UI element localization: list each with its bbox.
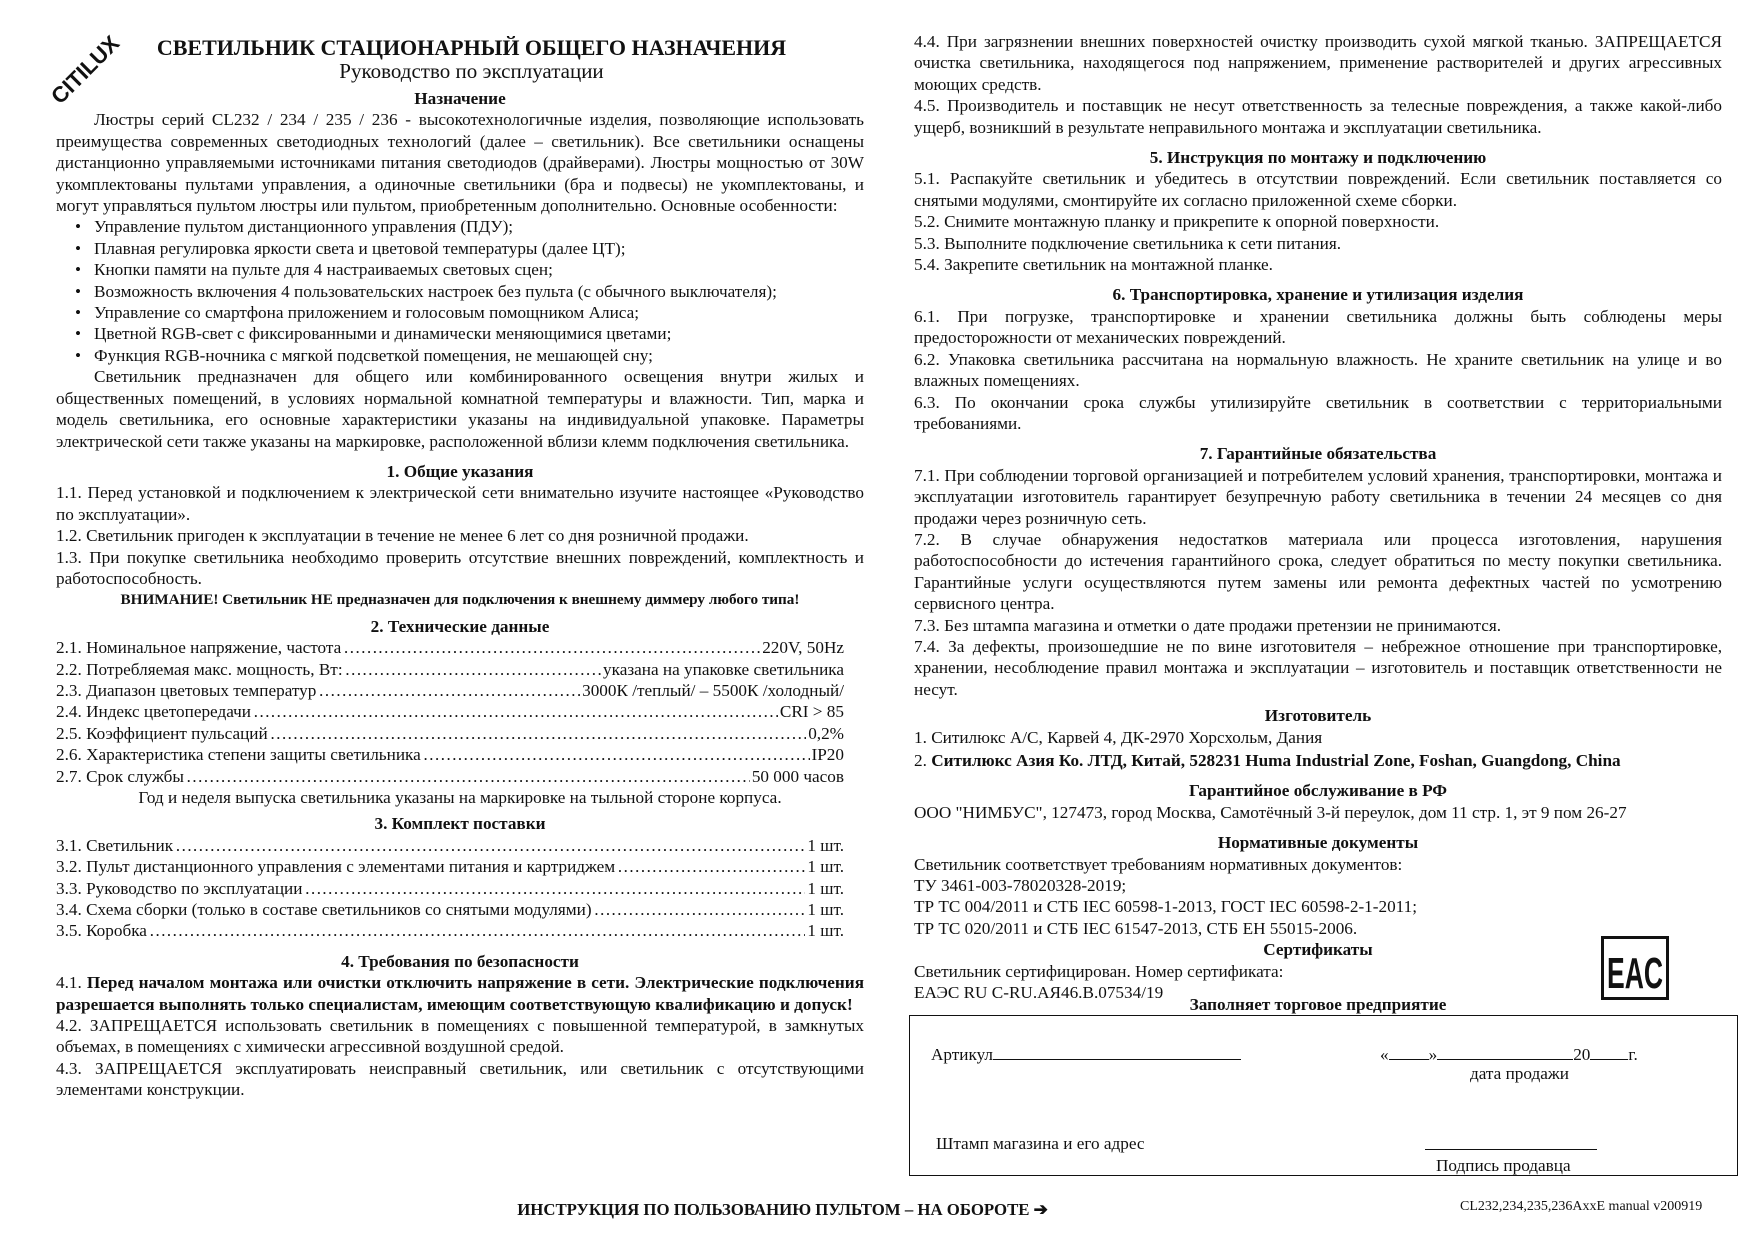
tech-value: 0,2% xyxy=(808,723,844,743)
signature-input-line[interactable] xyxy=(1425,1149,1597,1150)
safety-warning-text: Перед началом монтажа или очистки отключить напряжение в сети. Электрические подключения разрешается выполнять только специалистам, имеющим соответствующую квалификацию и допуск! xyxy=(56,973,864,1014)
feature-item: • Плавная регулировка яркости света и цветовой температуры (далее ЦТ); xyxy=(94,238,864,259)
document-subtitle: Руководство по эксплуатации xyxy=(339,59,604,83)
article-input-line[interactable] xyxy=(993,1043,1241,1060)
year-prefix: 20 xyxy=(1573,1045,1591,1064)
manufacturer-line-2 xyxy=(914,750,1722,771)
kit-value: 1 шт. xyxy=(807,835,844,855)
install-item: 5.3. Выполните подключение светильника к сети питания. xyxy=(914,233,1342,253)
certs-heading: Сертификаты xyxy=(1263,940,1373,960)
tech-heading: 2. Технические данные xyxy=(370,616,550,636)
feature-item: • Кнопки памяти на пульте для 4 настраиваемых световых сцен; xyxy=(94,259,864,280)
kit-label: 3.3. Руководство по эксплуатации xyxy=(56,878,303,898)
purpose-intro: Люстры серий CL232 / 234 / 235 / 236 - высокотехнологичные изделия, позволяющие использовать преимущества современных светодиодных технологий (далее – светильник). Все светильники оснащены дистанционно управляемыми источниками питания светодиодов (драйверами). Люстры мощностью от 30W укомплектованы пультами управления, а одиночные светильники (бра и подвесы) не укомплектованы, и могут управляться пультом люстры или пультом, приобретенным дополнительно. Основные особенности: xyxy=(56,110,864,216)
transport-item: 6.3. По окончании срока службы утилизируйте светильник в соответствии с территориальными требованиями. xyxy=(914,392,1722,433)
norms-heading: Нормативные документы xyxy=(1217,833,1419,853)
kit-value: 1 шт. xyxy=(807,921,844,941)
install-item: 5.4. Закрепите светильник на монтажной планке. xyxy=(914,255,1273,275)
leader-dots xyxy=(345,659,601,680)
stamp-label: Штамп магазина и его адрес xyxy=(936,1134,1145,1153)
title-block xyxy=(56,36,864,86)
tech-value: 3000К /теплый/ – 5500К /холодный/ xyxy=(582,680,844,700)
tech-label: 2.2. Потребляемая макс. мощность, Вт: xyxy=(56,659,343,679)
certificate-number: ЕАЭС RU C-RU.АЯ46.В.07534/19 xyxy=(914,983,1164,1003)
document-title: СВЕТИЛЬНИК СТАЦИОНАРНЫЙ ОБЩЕГО НАЗНАЧЕНИЯ xyxy=(156,35,787,60)
quote-close: » xyxy=(1428,1045,1438,1064)
purpose-heading: Назначение xyxy=(414,89,506,108)
item-number: 2. xyxy=(914,751,927,770)
tech-row xyxy=(56,680,844,701)
tech-row xyxy=(56,766,844,787)
feature-item: • Возможность включения 4 пользовательских настроек без пульта (с обычного выключателя); xyxy=(94,281,864,302)
quote-open: « xyxy=(1380,1045,1389,1064)
tech-value: 220V, 50Hz xyxy=(762,638,844,658)
manual-version-code: CL232,234,235,236AxxE manual v200919 xyxy=(1460,1199,1703,1214)
date-label: дата продажи xyxy=(1470,1064,1569,1083)
year-suffix: г. xyxy=(1628,1045,1638,1064)
eac-mark-icon xyxy=(1601,936,1669,1000)
install-item: 5.2. Снимите монтажную планку и прикрепите к опорной поверхности. xyxy=(914,212,1440,232)
form-heading: Заполняет торговое предприятие xyxy=(1189,995,1447,1014)
remote-instructions-note: ИНСТРУКЦИЯ ПО ПОЛЬЗОВАНИЮ ПУЛЬТОМ – НА ОБОРОТЕ ➔ xyxy=(517,1200,1048,1219)
transport-item: 6.1. При погрузке, транспортировке и хранении светильника должны быть соблюдены меры предосторожности от механических повреждений. xyxy=(914,306,1722,348)
service-text: ООО "НИМБУС", 127473, город Москва, Самотёчный 3-й переулок, дом 11 стр. 1, эт 9 пом 26-27 xyxy=(914,802,1627,822)
kit-label: 3.4. Схема сборки (только в составе светильников со снятыми модулями) xyxy=(56,900,592,920)
tech-label: 2.7. Срок службы xyxy=(56,766,184,786)
year-input-line[interactable] xyxy=(1590,1043,1628,1060)
leader-dots xyxy=(270,723,807,744)
kit-value: 1 шт. xyxy=(807,878,844,898)
general-item: 1.1. Перед установкой и подключением к электрической сети внимательно изучите настоящее «Руководство по эксплуатации». xyxy=(56,483,864,524)
norms-line: ТУ 3461-003-78020328-2019; xyxy=(914,876,1127,896)
article-field xyxy=(931,1043,1241,1065)
leader-dots xyxy=(149,920,805,941)
day-input-line[interactable] xyxy=(1389,1043,1429,1060)
safety-item-4-3: 4.3. ЗАПРЕЩАЕТСЯ эксплуатировать неисправный светильник, или светильник с отсутствующими элементами конструкции. xyxy=(56,1058,864,1100)
warranty-heading: 7. Гарантийные обязательства xyxy=(1199,444,1437,464)
tech-value: IP20 xyxy=(811,745,844,765)
tech-label: 2.3. Диапазон цветовых температур xyxy=(56,680,317,700)
dimmer-warning: ВНИМАНИЕ! Светильник НЕ предназначен для подключения к внешнему диммеру любого типа! xyxy=(120,591,800,609)
article-label: Артикул xyxy=(931,1045,994,1064)
leader-dots xyxy=(304,878,805,899)
safety-item-4-5: 4.5. Производитель и поставщик не несут ответственность за телесные повреждения, а также какой-либо ущерб, возникший в результате неправильного монтажа и эксплуатации светильника. xyxy=(914,96,1722,137)
feature-item: • Функция RGB-ночника с мягкой подсветкой помещения, не мешающей сну; xyxy=(94,345,864,366)
norms-line: ТР ТС 020/2011 и СТБ IEC 61547-2013, СТБ ЕН 55015-2006. xyxy=(914,918,1358,938)
leader-dots xyxy=(186,766,750,787)
tech-row xyxy=(56,701,844,722)
safety-item-4-2: 4.2. ЗАПРЕЩАЕТСЯ использовать светильник в помещениях с повышенной температурой, в замкнутых объемах, в помещениях с химически агрессивной воздушной средой. xyxy=(56,1016,864,1057)
kit-value: 1 шт. xyxy=(807,900,844,920)
tech-label: 2.4. Индекс цветопередачи xyxy=(56,702,251,722)
manufacturer-asia: Ситилюкс Азия Ко. ЛТД, Китай, 528231 Huma Industrial Zone, Foshan, Guangdong, China xyxy=(931,751,1621,770)
store-fill-form xyxy=(909,1015,1738,1176)
feature-item: • Управление со смартфона приложением и голосовым помощником Алиса; xyxy=(94,302,864,323)
tech-value: 50 000 часов xyxy=(751,766,844,786)
citilux-logo-text: CITILUX xyxy=(46,30,125,109)
transport-item: 6.2. Упаковка светильника рассчитана на нормальную влажность. Не храните светильник на улице и во влажных помещениях. xyxy=(914,349,1722,391)
feature-item: • Управление пультом дистанционного управления (ПДУ); xyxy=(94,216,864,237)
general-item: 1.3. При покупке светильника необходимо проверить отсутствие внешних повреждений, комплектность и работоспособность. xyxy=(56,547,864,588)
item-number: 4.1. xyxy=(56,973,82,993)
feature-item: • Цветной RGB-свет с фиксированными и динамически меняющимися цветами; xyxy=(94,323,864,344)
transport-heading: 6. Транспортировка, хранение и утилизация изделия xyxy=(1112,285,1524,305)
warranty-item: 7.2. В случае обнаружения недостатков материала или процесса изготовления, нарушения работоспособности до истечения гарантийного срока, следует обратиться по месту покупки светильника. Гарантийные услуги осуществляются путем замены или ремонта дефектных частей по усмотрению сервисного центра. xyxy=(914,529,1722,614)
production-date-note: Год и неделя выпуска светильника указаны на маркировке на тыльной стороне корпуса. xyxy=(138,788,782,807)
tech-value: CRI > 85 xyxy=(779,702,844,722)
leader-dots xyxy=(318,680,580,701)
safety-item-4-1 xyxy=(56,972,864,1015)
right-column xyxy=(914,31,1722,1003)
kit-row xyxy=(56,835,844,856)
install-item: 5.1. Распакуйте светильник и убедитесь в отсутствии повреждений. Если светильник поставляется со снятыми модулями, смонтируйте их согласно приложенной схеме сборки. xyxy=(914,169,1722,210)
leader-dots xyxy=(175,835,805,856)
signature-label: Подпись продавца xyxy=(1436,1156,1571,1175)
leader-dots xyxy=(594,899,806,920)
general-item: 1.2. Светильник пригоден к эксплуатации в течение не менее 6 лет со дня розничной продажи. xyxy=(56,526,749,546)
norms-line: ТР ТС 004/2011 и СТБ IEC 60598-1-2013, ГОСТ IEC 60598-2-1-2011; xyxy=(914,897,1418,917)
certs-line: Светильник сертифицирован. Номер сертификата: xyxy=(914,961,1284,981)
safety-item-4-4: 4.4. При загрязнении внешних поверхностей очистку производить сухой мягкой тканью. ЗАПРЕЩАЕТСЯ очистка светильника, находящегося под напряжением, применение растворителей и других агрессивных моющих средств. xyxy=(914,32,1722,94)
kit-heading: 3. Комплект поставки xyxy=(374,814,546,834)
general-heading: 1. Общие указания xyxy=(386,461,534,481)
tech-row xyxy=(56,637,844,658)
kit-row xyxy=(56,920,844,941)
warranty-item: 7.3. Без штампа магазина и отметки о дате продажи претензии не принимаются. xyxy=(914,615,1502,635)
purpose-outro: Светильник предназначен для общего или комбинированного освещения внутри жилых и общественных помещений, в условиях нормальной комнатной температуры и влажности. Тип, марка и модель светильника, его основные характеристики указаны на индивидуальной упаковке. Параметры электрической сети также указаны на маркировке, расположенной вблизи клемм подключения светильника. xyxy=(56,367,864,451)
month-input-line[interactable] xyxy=(1437,1043,1573,1060)
features-list xyxy=(56,216,864,366)
warranty-item: 7.1. При соблюдении торговой организацией и потребителем условий хранения, транспортировки, монтажа и эксплуатации изготовитель гарантирует безупречную работу светильника в течении 24 месяцев со дня продажи через розничную сеть. xyxy=(914,465,1722,528)
kit-label: 3.5. Коробка xyxy=(56,921,147,941)
tech-row xyxy=(56,659,844,680)
tech-value: указана на упаковке светильника xyxy=(603,659,844,679)
manufacturer-heading: Изготовитель xyxy=(1264,706,1372,726)
leader-dots xyxy=(423,744,810,765)
leader-dots xyxy=(343,637,760,658)
tech-label: 2.5. Коэффициент пульсаций xyxy=(56,723,268,743)
tech-table xyxy=(56,637,864,787)
kit-row xyxy=(56,856,844,877)
left-column xyxy=(56,36,864,1101)
tech-label: 2.6. Характеристика степени защиты светильника xyxy=(56,745,421,765)
safety-heading: 4. Требования по безопасности xyxy=(341,951,579,971)
tech-label: 2.1. Номинальное напряжение, частота xyxy=(56,638,342,658)
kit-row xyxy=(56,899,844,920)
leader-dots xyxy=(253,701,778,722)
manufacturer-line-1: 1. Ситилюкс А/С, Карвей 4, ДК-2970 Хорсхольм, Дания xyxy=(914,727,1323,747)
eac-mark-text: EAC xyxy=(1607,949,1663,998)
kit-table xyxy=(56,835,864,942)
service-heading: Гарантийное обслуживание в РФ xyxy=(1188,781,1448,801)
kit-row xyxy=(56,878,844,899)
install-heading: 5. Инструкция по монтажу и подключению xyxy=(1149,148,1487,168)
kit-value: 1 шт. xyxy=(807,857,844,877)
warranty-item: 7.4. За дефекты, произошедшие не по вине изготовителя – небрежное отношение при транспортировке, хранении, несоблюдение правил монтажа и эксплуатации – изготовитель и поставщик ответственности не несут. xyxy=(914,636,1722,699)
tech-row xyxy=(56,744,844,765)
tech-row xyxy=(56,723,844,744)
leader-dots xyxy=(617,856,805,877)
kit-label: 3.1. Светильник xyxy=(56,835,174,855)
norms-line: Светильник соответствует требованиям нормативных документов: xyxy=(914,854,1403,874)
kit-label: 3.2. Пульт дистанционного управления с элементами питания и картриджем xyxy=(56,857,616,877)
